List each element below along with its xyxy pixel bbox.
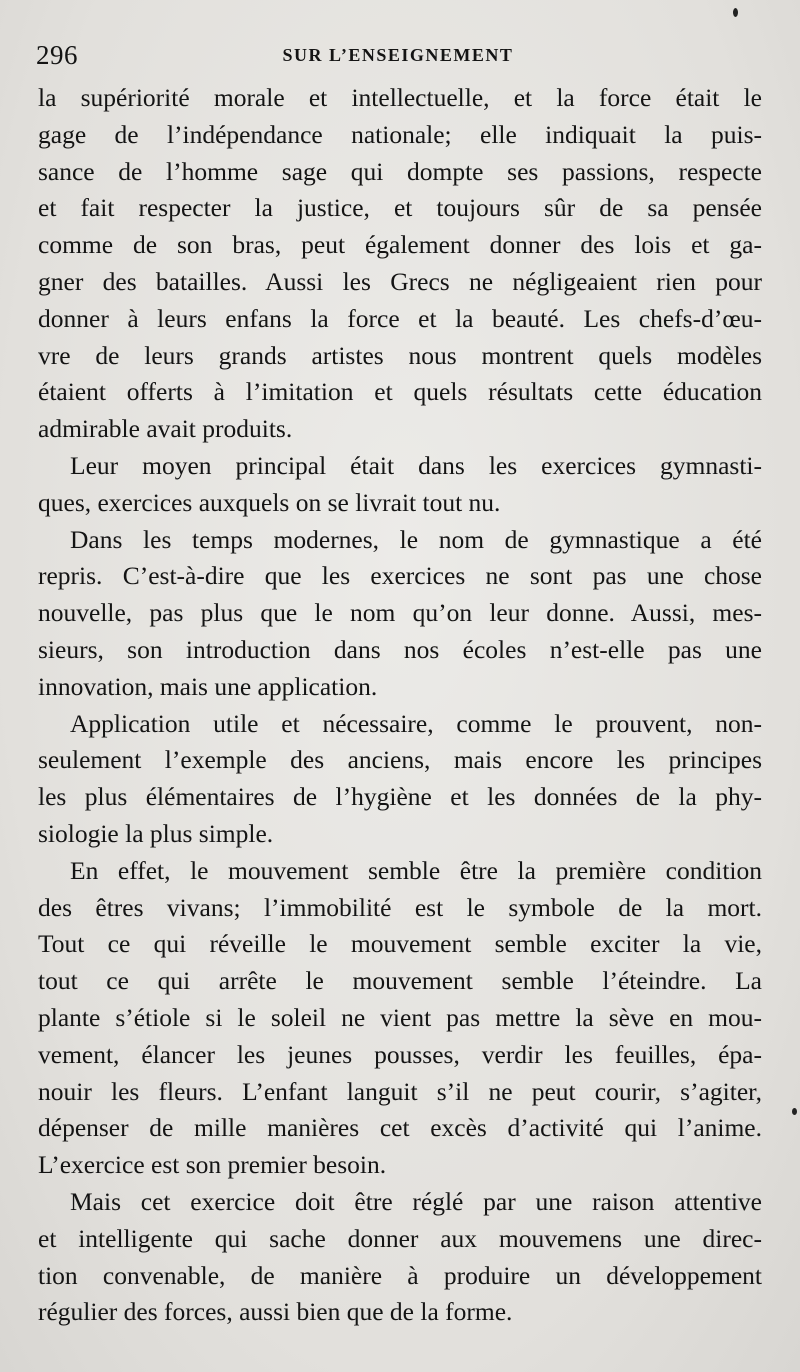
text-line: innovation, mais une application. (38, 671, 378, 701)
ink-speck (792, 1108, 797, 1115)
text-line: vement, élancer les jeunes pousses, verdir les feuilles, épa- (38, 1039, 762, 1069)
text-line: les plus élémentaires de l’hygiène et les données de la phy- (38, 782, 762, 812)
text-line: tion convenable, de manière à produire un développement (38, 1260, 762, 1290)
text-line: sieurs, son introduction dans nos écoles n’est-elle pas une (38, 634, 762, 664)
text-line: étaient offerts à l’imitation et quels résultats cette éducation (38, 377, 762, 407)
paragraph-3 (38, 522, 762, 706)
ink-speck (733, 8, 738, 17)
body-text (38, 80, 762, 1331)
text-line: donner à leurs enfans la force et la beauté. Les chefs-d’œu- (38, 303, 762, 333)
text-line: gner des batailles. Aussi les Grecs ne négligeaient rien pour (38, 266, 762, 296)
text-line: seulement l’exemple des anciens, mais encore les principes (38, 745, 762, 775)
text-line: régulier des forces, aussi bien que de la forme. (38, 1297, 513, 1327)
text-line: En effet, le mouvement semble être la première condition (70, 855, 762, 885)
text-line: Application utile et nécessaire, comme le prouvent, non- (70, 708, 762, 738)
text-line: dépenser de mille manières cet excès d’activité qui l’anime. (38, 1113, 762, 1143)
text-line: repris. C’est-à-dire que les exercices ne sont pas une chose (38, 561, 762, 591)
text-line: L’exercice est son premier besoin. (38, 1150, 387, 1180)
text-line: Tout ce qui réveille le mouvement semble exciter la vie, (38, 929, 762, 959)
text-line: siologie la plus simple. (38, 818, 274, 848)
text-line: Leur moyen principal était dans les exercices gymnasti- (70, 450, 762, 480)
text-line: tout ce qui arrête le mouvement semble l’éteindre. La (38, 966, 762, 996)
running-header (36, 40, 760, 74)
text-line: ques, exercices auxquels on se livrait tout nu. (38, 487, 501, 517)
text-line: admirable avait produits. (38, 414, 293, 444)
text-line: et fait respecter la justice, et toujours sûr de sa pensée (38, 193, 762, 223)
text-line: et intelligente qui sache donner aux mouvemens une direc- (38, 1223, 762, 1253)
text-line: nouvelle, pas plus que le nom qu’on leur donne. Aussi, mes- (38, 598, 762, 628)
text-line: la supériorité morale et intellectuelle, et la force était le (38, 83, 762, 112)
paragraph-4 (38, 706, 762, 853)
text-line: plante s’étiole si le soleil ne vient pas mettre la sève en mou- (38, 1002, 762, 1032)
paragraph-5 (38, 853, 762, 1184)
text-line: nouir les fleurs. L’enfant languit s’il ne peut courir, s’agiter, (38, 1076, 762, 1106)
text-line: Mais cet exercice doit être réglé par une raison attentive (70, 1186, 762, 1216)
running-title: SUR L’ENSEIGNEMENT (282, 45, 514, 65)
text-line: comme de son bras, peut également donner des lois et ga- (38, 230, 762, 260)
paragraph-2 (38, 448, 762, 522)
text-line: vre de leurs grands artistes nous montrent quels modèles (38, 340, 762, 370)
page-number: 296 (36, 40, 78, 70)
paragraph-1 (38, 80, 762, 448)
text-line: Dans les temps modernes, le nom de gymnastique a été (70, 524, 762, 554)
text-line: gage de l’indépendance nationale; elle indiquait la puis- (38, 119, 762, 149)
text-line: des êtres vivans; l’immobilité est le symbole de la mort. (38, 892, 762, 922)
text-line: sance de l’homme sage qui dompte ses passions, respecte (38, 156, 762, 186)
paragraph-6 (38, 1184, 762, 1331)
